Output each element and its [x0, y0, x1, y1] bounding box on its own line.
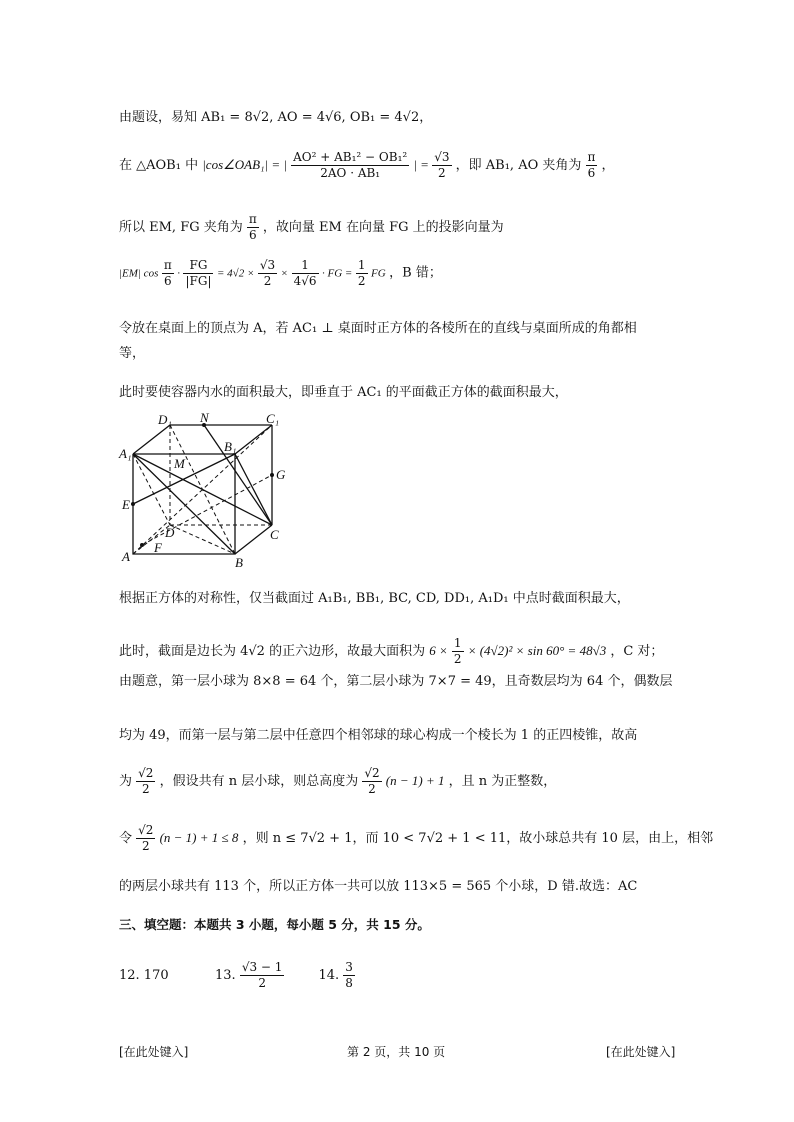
label-c: C: [270, 527, 279, 542]
fraction-numerator: √3 − 1: [241, 960, 283, 974]
text-fragment: ，则 n ≤ 7√2 + 1，而 10 < 7√2 + 1 < 11，故小球总共有 10 层，由上，相邻: [242, 831, 714, 846]
fraction-denominator: 2: [258, 976, 266, 990]
math-expression: (n − 1) + 1 ≤ 8: [159, 830, 239, 845]
fraction-numerator: 1: [292, 258, 319, 274]
math-expression: · FG =: [322, 267, 353, 280]
label-a1: A₁: [119, 446, 132, 461]
label-b1: B₁: [224, 439, 237, 454]
text-line-8: 根据正方体的对称性，仅当截面过 A₁B₁, BB₁, BC, CD, DD₁, A₁D₁ 中点时截面积最大，: [119, 591, 630, 606]
fraction-denominator: 2: [141, 782, 150, 796]
fraction: [362, 766, 381, 797]
fraction: [292, 258, 319, 289]
math-expression: |cos∠OAB₁| = |: [202, 157, 287, 172]
cube-edge: [235, 425, 272, 454]
fraction: [356, 258, 368, 289]
answer-13-fraction: [240, 960, 285, 991]
math-expression: ×: [280, 267, 289, 280]
text-fragment: 此时，截面是边长为 4√2 的正六边形，故最大面积为: [119, 644, 426, 659]
fraction-numerator: FG: [183, 258, 213, 274]
diagonal-line: [235, 454, 272, 525]
text-line-13: [119, 823, 713, 854]
footer-left: [在此处键入]: [119, 1045, 189, 1059]
text-line-11: 均为 49，而第一层与第二层中任意四个相邻球的球心构成一个棱长为 1 的正四棱锥，故高: [119, 728, 638, 743]
fraction-denominator: 4√6: [293, 274, 317, 288]
label-d1: D₁: [158, 412, 172, 427]
fraction-denominator: |FG|: [185, 274, 212, 288]
math-expression: 6 ×: [429, 643, 448, 658]
text-fragment: ，: [601, 158, 615, 173]
text-line-14: 的两层小球共有 113 个，所以正方体一共可以放 113×5 = 565 个小球，D 错.故选：AC: [119, 879, 638, 894]
label-n: N: [200, 412, 209, 425]
fraction-denominator: 6: [249, 228, 257, 242]
fraction-numerator: √3: [434, 150, 450, 164]
math-expression: (n − 1) + 1: [385, 773, 445, 788]
math-expression: | =: [413, 157, 433, 172]
text-fragment: ，假设共有 n 层小球，则总高度为: [159, 774, 359, 789]
answer-14-fraction: [343, 960, 355, 991]
label-g: G: [276, 467, 286, 482]
fraction: [258, 258, 277, 289]
math-expression: ·: [177, 267, 180, 280]
fraction-numerator: AO² + AB₁² − OB₁²: [293, 150, 408, 164]
text-line-12: [119, 766, 556, 797]
answers-row: [119, 960, 355, 991]
math-expression: × (4√2)² × sin 60° = 48√3: [467, 643, 607, 658]
fraction: [136, 766, 155, 797]
label-a: A: [122, 549, 130, 564]
text-fragment: ，且 n 为正整数，: [448, 774, 557, 789]
hidden-diagonal: [133, 454, 170, 525]
fraction: [452, 636, 464, 667]
section-heading: 三、填空题：本题共 3 小题，每小题 5 分，共 15 分。: [119, 917, 430, 932]
fraction-denominator: 2AO · AB₁: [320, 166, 381, 180]
fraction-denominator: 2: [368, 782, 376, 796]
label-c1: C₁: [266, 412, 280, 426]
answer-12: 12. 170: [119, 968, 169, 983]
fraction: [247, 212, 259, 243]
text-fragment: ，C 对；: [610, 644, 664, 659]
fraction-denominator: 6: [163, 274, 172, 288]
fraction: [162, 258, 174, 289]
text-fragment: ，故向量 EM 在向量 FG 上的投影向量为: [262, 220, 504, 235]
text-line-10: 由题意，第一层小球为 8×8 = 64 个，第二层小球为 7×7 = 49，且奇数层均为 64 个，偶数层: [119, 674, 673, 689]
fraction-numerator: π: [587, 150, 596, 164]
fraction-denominator: 2: [263, 274, 272, 288]
text-line-6: 等，: [119, 346, 146, 361]
math-expression: |EM| cos: [119, 267, 159, 280]
fraction-denominator: 8: [345, 976, 353, 990]
text-fragment: ，B 错；: [389, 265, 442, 281]
text-line-1: 由题设，易知 AB₁ = 8√2, AO = 4√6, OB₁ = 4√2，: [119, 110, 433, 125]
text-line-4: [119, 258, 442, 289]
fraction: [136, 823, 155, 854]
fraction-numerator: π: [248, 212, 257, 226]
fraction-denominator: 2: [438, 166, 446, 180]
fraction: [586, 150, 598, 181]
text-line-3: [119, 212, 504, 243]
fraction-numerator: √2: [364, 766, 380, 780]
answer-13-label: 13.: [215, 968, 236, 983]
point-g: [270, 473, 274, 477]
label-b: B: [235, 555, 243, 570]
fraction-numerator: √2: [138, 766, 154, 780]
text-line-7: 此时要使容器内水的面积最大，即垂直于 AC₁ 的平面截正方体的截面积最大，: [119, 385, 568, 400]
fraction-denominator: 2: [141, 839, 150, 853]
fraction-numerator: 1: [453, 636, 462, 650]
footer-right: [在此处键入]: [606, 1045, 676, 1059]
point-e: [131, 502, 135, 506]
fraction-denominator: 2: [357, 274, 366, 288]
fraction-denominator: 2: [453, 652, 462, 666]
footer-page-number: 第 2 页，共 10 页: [347, 1045, 446, 1059]
text-fragment: 在 △AOB₁ 中: [119, 158, 199, 173]
cube-edge: [133, 425, 170, 454]
math-expression: = 4√2 ×: [216, 267, 255, 280]
label-f: F: [154, 540, 162, 555]
text-line-2: [119, 150, 615, 181]
text-fragment: ，即 AB₁, AO 夹角为: [455, 158, 582, 173]
point-f: [140, 543, 144, 547]
fraction-numerator: 1: [357, 258, 366, 272]
label-m: M: [174, 456, 185, 471]
fraction: [291, 150, 409, 181]
fraction-numerator: √2: [138, 823, 154, 837]
fraction: [183, 258, 213, 289]
cube-diagram: [118, 412, 298, 574]
fraction: [432, 150, 451, 181]
text-line-9: [119, 636, 663, 667]
text-line-5: 令放在桌面上的顶点为 A，若 AC₁ ⊥ 桌面时正方体的各棱所在的直线与桌面所成的角都相: [119, 321, 637, 336]
diagonal-line: [204, 425, 272, 525]
text-fragment: 所以 EM, FG 夹角为: [119, 220, 243, 235]
answer-14-label: 14.: [318, 968, 340, 983]
math-expression: FG: [371, 267, 386, 280]
label-d: D: [165, 525, 175, 540]
hidden-diagonal: [170, 525, 235, 554]
label-e: E: [122, 497, 130, 512]
cube-edge: [235, 525, 272, 554]
fraction-numerator: √3: [259, 258, 276, 272]
text-fragment: 令: [119, 831, 133, 846]
fraction-denominator: 6: [587, 166, 596, 180]
fraction-numerator: π: [163, 258, 172, 272]
fraction-numerator: 3: [345, 960, 353, 974]
text-fragment: 为: [119, 774, 133, 789]
